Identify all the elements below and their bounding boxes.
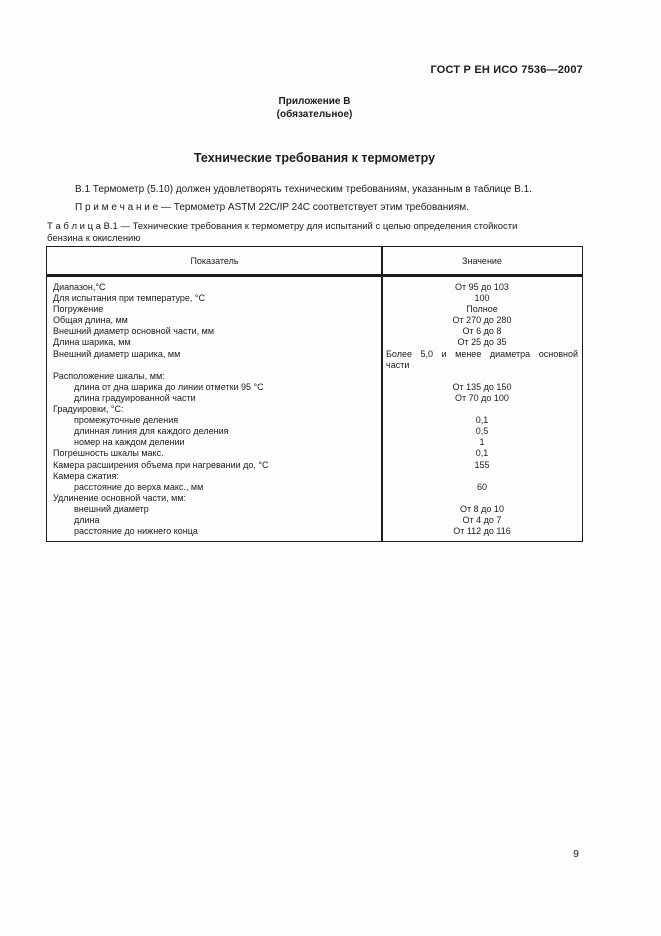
table-row bbox=[47, 382, 582, 393]
table-header-row bbox=[47, 247, 582, 277]
row-label: длинная линия для каждого деления bbox=[74, 426, 229, 437]
table-row bbox=[47, 337, 582, 348]
row-value bbox=[382, 471, 582, 482]
table-row bbox=[47, 293, 582, 304]
table-caption-line2: бензина к окислению bbox=[47, 232, 141, 244]
row-label: Погружение bbox=[53, 304, 104, 315]
table-row bbox=[47, 426, 582, 437]
row-value: От 8 до 10 bbox=[460, 503, 504, 514]
annex-qualifier: (обязательное) bbox=[276, 108, 353, 120]
table-row bbox=[47, 371, 582, 382]
row-label: Камера расширения объема при нагревании до, °С bbox=[53, 459, 269, 470]
row-label: длина bbox=[74, 514, 100, 525]
row-value: От 25 до 35 bbox=[457, 337, 507, 348]
table-caption bbox=[47, 221, 584, 244]
row-label: расстояние до верха макс., мм bbox=[74, 481, 204, 492]
table-row bbox=[47, 437, 582, 448]
row-value: 0,5 bbox=[475, 426, 489, 437]
table-caption-line1: Т а б л и ц а В.1 — Технические требования к термометру для испытаний с целью определения стойкости bbox=[47, 221, 518, 232]
row-value: 1 bbox=[479, 437, 485, 448]
row-label: внешний диаметр bbox=[74, 503, 149, 514]
row-label: Общая длина, мм bbox=[53, 315, 128, 326]
table-row bbox=[47, 504, 582, 515]
row-label: промежуточные деления bbox=[74, 415, 179, 426]
row-value: 100 bbox=[474, 293, 490, 304]
row-label: Внешний диаметр шарика, мм bbox=[53, 348, 181, 359]
annex-heading bbox=[46, 96, 583, 121]
row-label: Градуировки, °С: bbox=[53, 404, 124, 415]
table-row bbox=[47, 471, 582, 482]
row-label: Внешний диаметр основной части, мм bbox=[53, 326, 215, 337]
row-value bbox=[382, 404, 582, 415]
row-label: Погрешность шкалы макс. bbox=[53, 448, 164, 459]
table-row bbox=[47, 304, 582, 315]
row-label: Расположение шкалы, мм: bbox=[53, 370, 165, 381]
row-value: От 70 до 100 bbox=[455, 392, 509, 403]
row-value: 0,1 bbox=[475, 448, 489, 459]
table-row bbox=[47, 482, 582, 493]
row-value: От 135 до 150 bbox=[452, 381, 512, 392]
row-value: От 6 до 8 bbox=[462, 326, 502, 337]
table-row bbox=[47, 393, 582, 404]
table-row bbox=[47, 415, 582, 426]
note-text: П р и м е ч а н и е — Термометр ASTM 22C/IP 24C соответствует этим требованиям. bbox=[75, 202, 469, 213]
table-row bbox=[47, 349, 582, 371]
table-row bbox=[47, 326, 582, 337]
row-label: длина градуированной части bbox=[74, 392, 196, 403]
row-value: Полное bbox=[466, 304, 498, 315]
header-cell-value: Значение bbox=[462, 255, 502, 266]
annex-title: Приложение В bbox=[278, 96, 351, 107]
header-cell-indicator: Показатель bbox=[190, 255, 239, 266]
requirements-table bbox=[46, 246, 583, 542]
row-value: От 4 до 7 bbox=[462, 514, 502, 525]
table-row bbox=[47, 493, 582, 504]
table-row bbox=[47, 282, 582, 293]
row-label: Диапазон,°С bbox=[53, 282, 106, 292]
row-value: От 95 до 103 bbox=[455, 282, 509, 292]
row-label: Удлинение основной части, мм: bbox=[53, 492, 187, 503]
table-row bbox=[47, 526, 582, 537]
section-title: Технические требования к термометру bbox=[193, 151, 436, 165]
table-row bbox=[47, 404, 582, 415]
standard-code: ГОСТ Р ЕН ИСО 7536—2007 bbox=[430, 64, 583, 76]
row-value: От 270 до 280 bbox=[452, 315, 512, 326]
table-row bbox=[47, 315, 582, 326]
row-value: 0,1 bbox=[475, 415, 489, 426]
table-row bbox=[47, 515, 582, 526]
row-value-line: Более 5,0 и менее диаметра основной bbox=[386, 348, 578, 359]
table-row bbox=[47, 448, 582, 459]
row-label: Длина шарика, мм bbox=[53, 337, 131, 348]
row-label: номер на каждом делении bbox=[74, 437, 185, 448]
row-value: От 112 до 116 bbox=[453, 526, 511, 537]
page-number: 9 bbox=[573, 848, 579, 860]
row-value bbox=[382, 493, 582, 504]
row-value bbox=[382, 349, 582, 371]
row-label: Для испытания при температуре, °С bbox=[53, 293, 206, 304]
row-value: 60 bbox=[476, 481, 487, 492]
table-row bbox=[47, 460, 582, 471]
clause-b1-text: В.1 Термометр (5.10) должен удовлетворять техническим требованиям, указанным в таблице В.1. bbox=[75, 184, 532, 195]
column-divider bbox=[381, 247, 383, 541]
row-value bbox=[382, 371, 582, 382]
row-label: Камера сжатия: bbox=[53, 470, 119, 481]
table-body bbox=[47, 277, 582, 541]
row-value-line: части bbox=[386, 359, 410, 370]
row-value: 155 bbox=[474, 459, 490, 470]
row-label: длина от дна шарика до линии отметки 95 °С bbox=[74, 381, 264, 392]
row-label: расстояние до нижнего конца bbox=[74, 526, 198, 537]
